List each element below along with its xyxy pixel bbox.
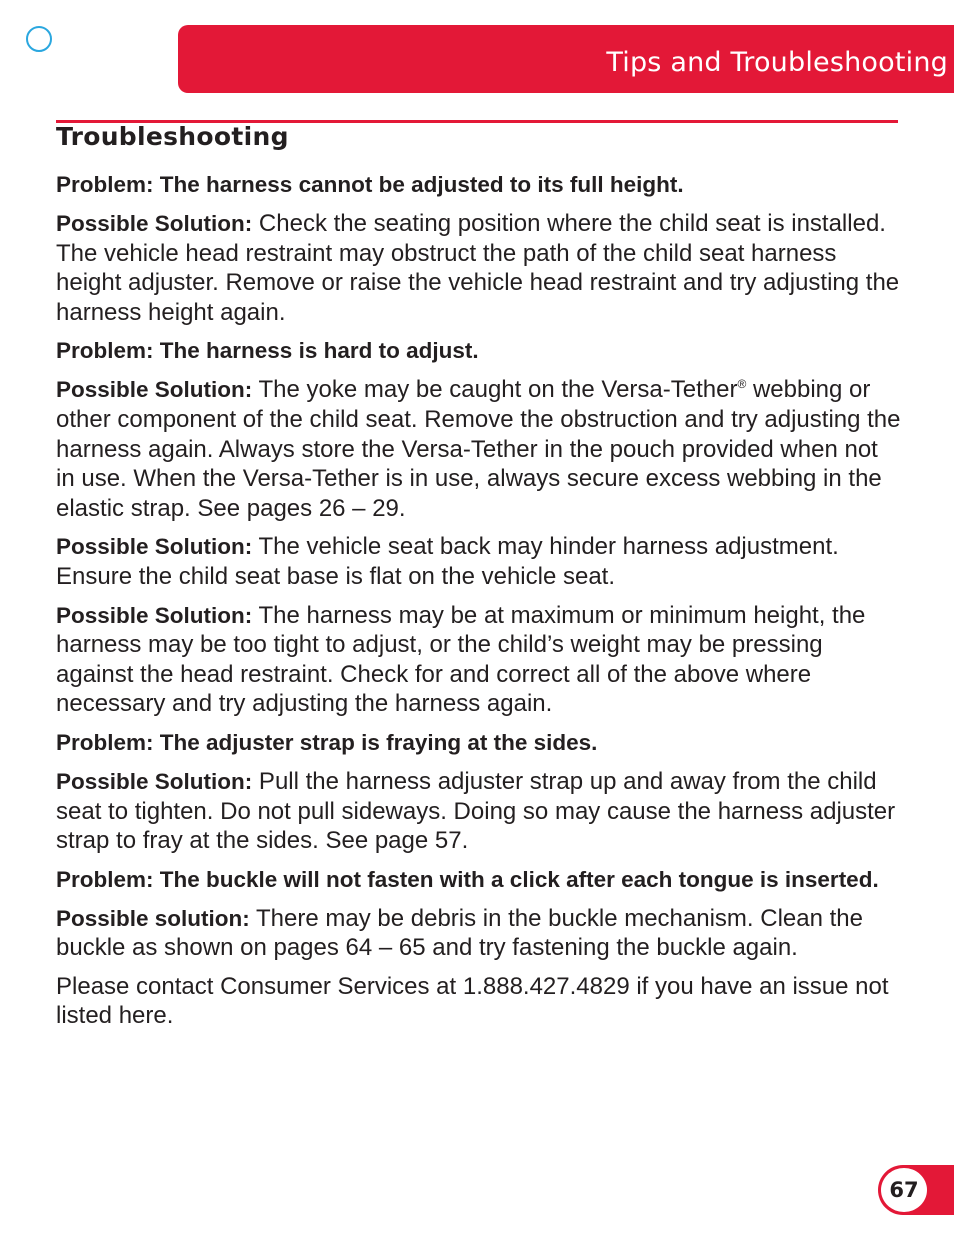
page-content	[56, 122, 901, 1040]
header-bar	[178, 25, 954, 93]
solution-paragraph	[56, 601, 901, 719]
solution-text-continued: webbing or other component of the child seat. Remove the obstruction and try adjusting the harness again. Always store the Versa-Tether in the pouch provided when not in use. When the Versa-Tether is in use, always secure excess webbing in the elastic strap. See pages 26 – 29.	[56, 376, 901, 522]
solution-text: The yoke may be caught on the Versa-Tether	[252, 376, 738, 404]
solution-label: Possible Solution:	[56, 534, 253, 560]
solution-label: Possible Solution:	[56, 768, 253, 794]
problem-heading-full-height: Problem: The harness cannot be adjusted to its full height.	[56, 172, 684, 197]
solution-text: Check the seating position where the child seat is installed. The vehicle head restraint may obstruct the path of the child seat harness height adjuster. Remove or raise the vehicle head restraint and try adjusting the harness height again.	[56, 210, 900, 326]
problem-heading-buckle: Problem: The buckle will not fasten with a click after each tongue is inserted.	[56, 866, 879, 892]
problem-heading-hard-to-adjust: Problem: The harness is hard to adjust.	[56, 338, 479, 364]
header-title: Tips and Troubleshooting	[606, 47, 948, 78]
solution-paragraph	[56, 375, 901, 523]
solution-paragraph	[56, 767, 901, 856]
page-number: 67	[881, 1168, 927, 1212]
registered-mark: ®	[737, 377, 747, 392]
contact-paragraph: Please contact Consumer Services at 1.888.427.4829 if you have an issue not listed here.	[56, 972, 889, 1030]
solution-text: There may be debris in the buckle mechanism. Clean the buckle as shown on pages 64 – 65 and try fastening the buckle again.	[56, 904, 863, 962]
solution-label: Possible Solution:	[56, 602, 253, 628]
solution-text: The harness may be at maximum or minimum height, the harness may be too tight to adjust, or the child’s weight may be pressing against the head restraint. Check for and correct all of the above where necessary and try adjusting the harness again.	[56, 601, 866, 718]
solution-paragraph	[56, 209, 901, 327]
problem-heading-fraying: Problem: The adjuster strap is fraying at the sides.	[56, 729, 598, 755]
solution-label: Possible solution:	[56, 905, 250, 931]
solution-text: The vehicle seat back may hinder harness adjustment. Ensure the child seat base is flat on the vehicle seat.	[56, 533, 839, 590]
solution-paragraph	[56, 532, 901, 591]
solution-label: Possible Solution:	[56, 211, 253, 236]
section-title: Troubleshooting	[56, 122, 289, 151]
corner-circle-mark	[26, 26, 52, 52]
solution-paragraph	[56, 904, 901, 963]
solution-text: Pull the harness adjuster strap up and away from the child seat to tighten. Do not pull sideways. Doing so may cause the harness adjuster strap to fray at the sides. See page 57.	[56, 767, 896, 855]
solution-label: Possible Solution:	[56, 377, 253, 403]
